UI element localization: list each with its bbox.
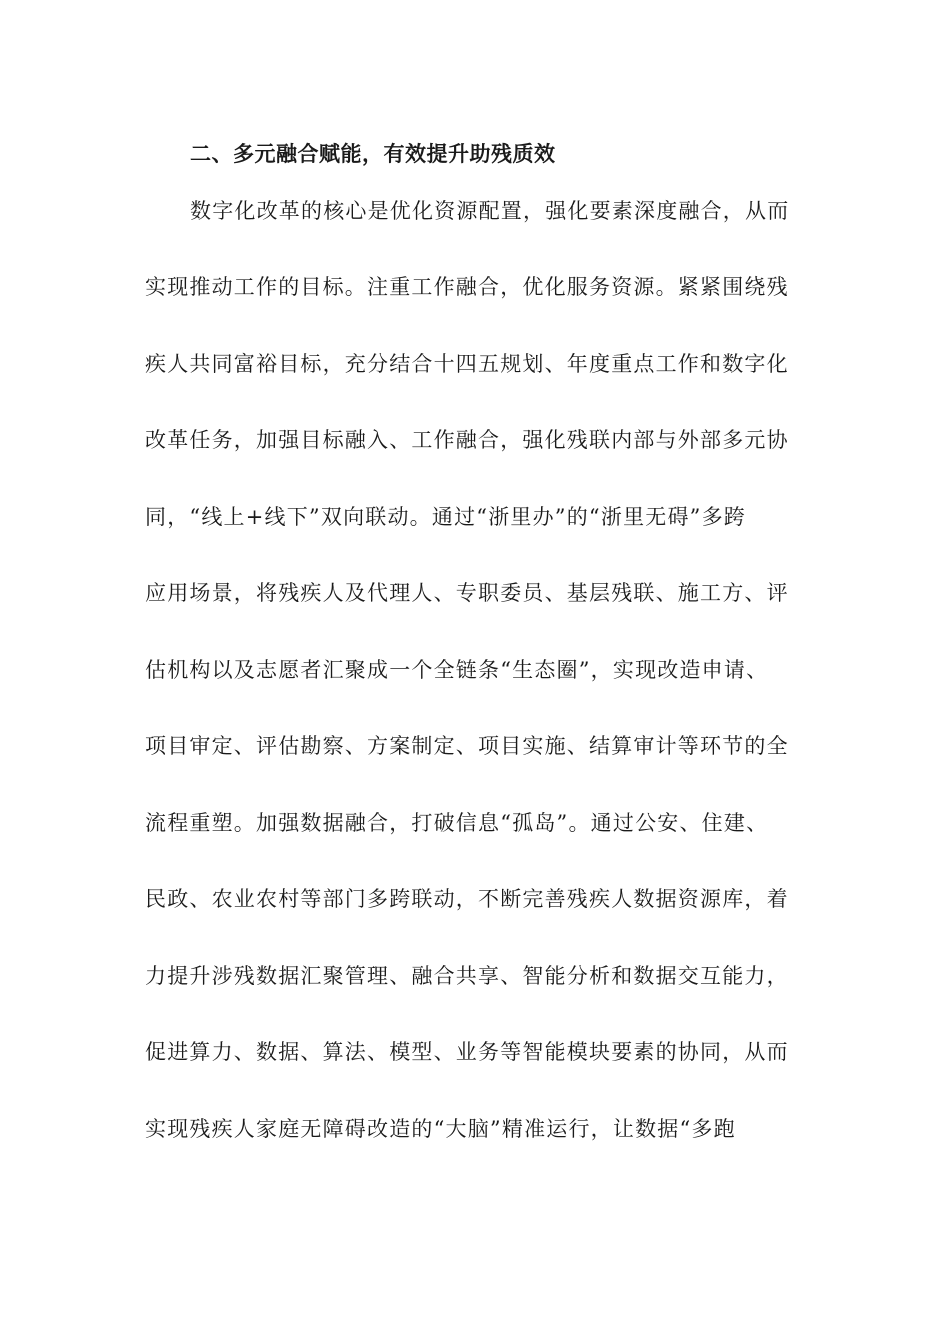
paragraph-line: 实现推动工作的目标。注重工作融合，优化服务资源。紧紧围绕残 [145,275,789,299]
paragraph-line: 数字化改革的核心是优化资源配置，强化要素深度融合，从而 [190,199,790,223]
section-heading: 二、多元融合赋能，有效提升助残质效 [190,142,556,166]
paragraph-line: 促进算力、数据、算法、模型、业务等智能模块要素的协同，从而 [145,1040,789,1064]
paragraph-line: 应用场景，将残疾人及代理人、专职委员、基层残联、施工方、评 [145,581,789,605]
paragraph-line: 同，“线上+线下”双向联动。通过“浙里办”的“浙里无碍”多跨 [145,505,747,529]
paragraph-line: 估机构以及志愿者汇聚成一个全链条“生态圈”，实现改造申请、 [145,658,769,682]
paragraph-line: 实现残疾人家庭无障碍改造的“大脑”精准运行，让数据“多跑 [145,1117,736,1141]
paragraph-line: 流程重塑。加强数据融合，打破信息“孤岛”。通过公安、住建、 [145,811,769,835]
paragraph-line: 疾人共同富裕目标，充分结合十四五规划、年度重点工作和数字化 [145,352,789,376]
paragraph-line: 项目审定、评估勘察、方案制定、项目实施、结算审计等环节的全 [145,734,789,758]
paragraph-line: 力提升涉残数据汇聚管理、融合共享、智能分析和数据交互能力， [145,964,789,988]
paragraph-line: 民政、农业农村等部门多跨联动，不断完善残疾人数据资源库，着 [145,887,789,911]
paragraph-line: 改革任务，加强目标融入、工作融合，强化残联内部与外部多元协 [145,428,789,452]
